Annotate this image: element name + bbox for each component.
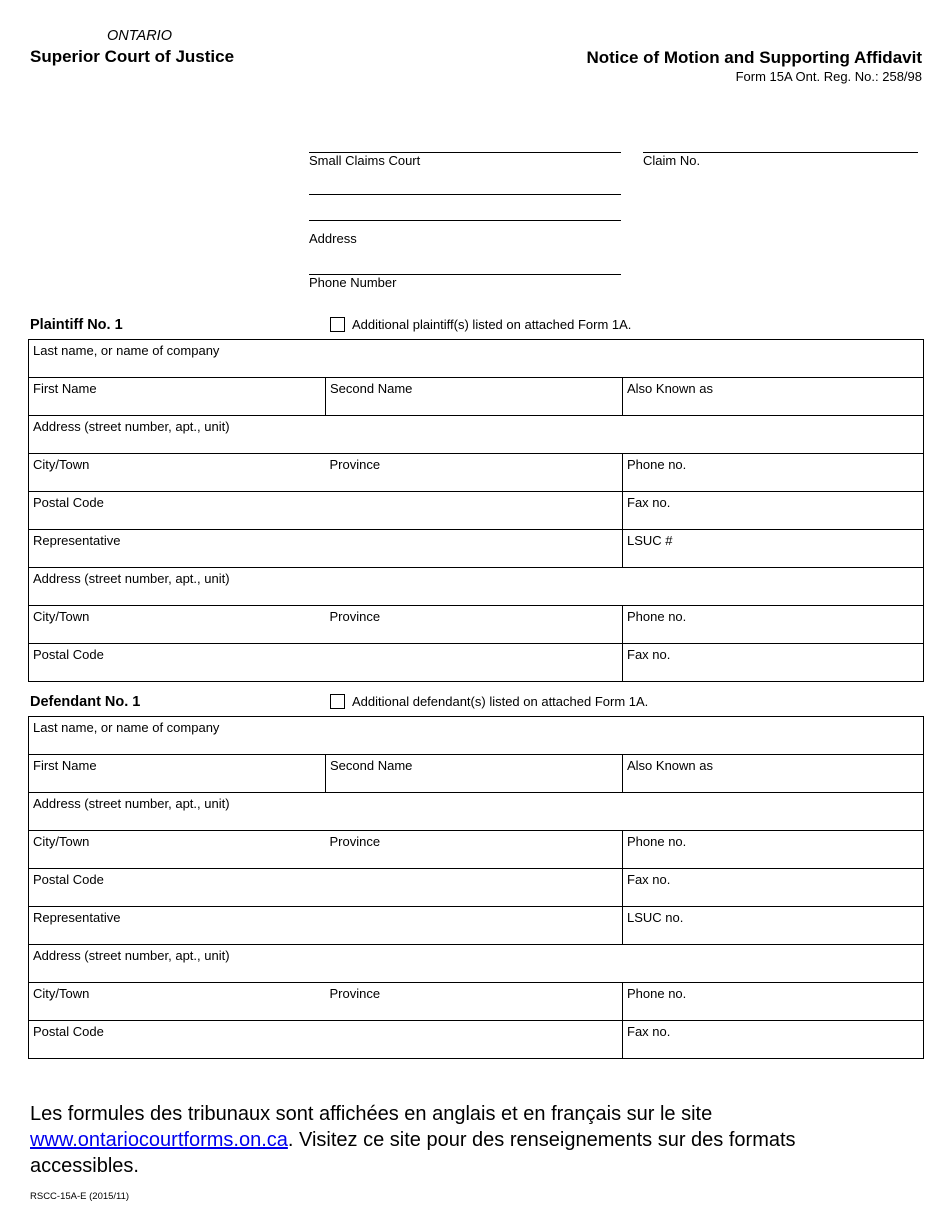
plaintiff-rep-city-field[interactable]	[29, 606, 326, 644]
plaintiff-first-name-field[interactable]	[29, 378, 326, 416]
field-label: City/Town	[33, 609, 90, 624]
defendant-first-name-field[interactable]	[29, 755, 326, 793]
defendant-additional-label: Additional defendant(s) listed on attached Form 1A.	[352, 694, 649, 709]
defendant-rep-postal-field[interactable]	[29, 1021, 623, 1059]
court-name: Superior Court of Justice	[30, 47, 235, 66]
plaintiff-address-field[interactable]	[29, 416, 924, 454]
field-label: City/Town	[33, 457, 90, 472]
table-row	[29, 1021, 924, 1059]
plaintiff-rep-province-field[interactable]	[326, 606, 623, 644]
defendant-last-name-field[interactable]	[29, 717, 924, 755]
table-row	[29, 983, 924, 1021]
table-row	[29, 869, 924, 907]
field-label: Postal Code	[33, 495, 104, 510]
field-label: Province	[329, 457, 381, 472]
defendant-phone-field[interactable]	[623, 831, 924, 869]
field-label: LSUC #	[627, 533, 673, 548]
defendant-additional-option	[330, 694, 648, 709]
table-row	[29, 644, 924, 682]
plaintiff-phone-field[interactable]	[623, 454, 924, 492]
table-row	[29, 454, 924, 492]
plaintiff-rep-postal-field[interactable]	[29, 644, 623, 682]
table-row	[29, 945, 924, 983]
plaintiff-last-name-field[interactable]	[29, 340, 924, 378]
plaintiff-second-name-field[interactable]	[326, 378, 623, 416]
form-code: RSCC-15A-E (2015/11)	[30, 1191, 130, 1202]
field-label: Postal Code	[33, 872, 104, 887]
field-label: Address (street number, apt., unit)	[33, 948, 230, 963]
table-row	[29, 340, 924, 378]
field-label: Fax no.	[627, 872, 671, 887]
table-row	[29, 755, 924, 793]
field-label: First Name	[33, 758, 97, 773]
plaintiff-fax-field[interactable]	[623, 492, 924, 530]
field-label: Postal Code	[33, 1024, 104, 1039]
field-label: City/Town	[33, 986, 90, 1001]
table-row	[29, 717, 924, 755]
defendant-second-name-field[interactable]	[326, 755, 623, 793]
field-label: Representative	[33, 910, 121, 925]
table-row	[29, 606, 924, 644]
field-label: Fax no.	[627, 1024, 671, 1039]
notice-text-before: Les formules des tribunaux sont affichées en anglais et en français sur le site	[30, 1103, 713, 1125]
plaintiff-postal-field[interactable]	[29, 492, 623, 530]
field-label: Address (street number, apt., unit)	[33, 571, 230, 586]
court-address-label: Address	[309, 231, 357, 246]
field-label: Province	[329, 609, 381, 624]
plaintiff-additional-checkbox[interactable]	[330, 317, 345, 332]
plaintiff-lsuc-field[interactable]	[623, 530, 924, 568]
field-label: Last name, or name of company	[33, 720, 220, 735]
field-label: Also Known as	[627, 381, 713, 396]
field-label: Representative	[33, 533, 121, 548]
defendant-fax-field[interactable]	[623, 869, 924, 907]
notice-text-after: . Visitez ce site pour des renseignements sur des formats accessibles.	[30, 1129, 796, 1177]
field-label: Fax no.	[627, 495, 671, 510]
table-row	[29, 416, 924, 454]
plaintiff-city-field[interactable]	[29, 454, 326, 492]
defendant-representative-field[interactable]	[29, 907, 623, 945]
table-row	[29, 831, 924, 869]
field-label: Phone no.	[627, 457, 687, 472]
province-label: ONTARIO	[107, 28, 172, 44]
form-number: Form 15A Ont. Reg. No.: 258/98	[735, 69, 922, 84]
defendant-table	[28, 716, 924, 1059]
defendant-title: Defendant No. 1	[30, 694, 141, 710]
plaintiff-also-known-field[interactable]	[623, 378, 924, 416]
plaintiff-rep-address-field[interactable]	[29, 568, 924, 606]
claim-no-label: Claim No.	[643, 153, 701, 168]
defendant-postal-field[interactable]	[29, 869, 623, 907]
table-row	[29, 492, 924, 530]
table-row	[29, 907, 924, 945]
field-label: Phone no.	[627, 834, 687, 849]
field-label: Also Known as	[627, 758, 713, 773]
plaintiff-rep-fax-field[interactable]	[623, 644, 924, 682]
plaintiff-representative-field[interactable]	[29, 530, 623, 568]
plaintiff-additional-option	[330, 317, 631, 332]
plaintiff-rep-phone-field[interactable]	[623, 606, 924, 644]
court-address-field-line2[interactable]	[309, 220, 621, 221]
court-address-field-line1[interactable]	[309, 194, 621, 195]
defendant-rep-city-field[interactable]	[29, 983, 326, 1021]
court-forms-link[interactable]: www.ontariocourtforms.on.ca	[30, 1129, 288, 1151]
plaintiff-table	[28, 339, 924, 682]
defendant-city-field[interactable]	[29, 831, 326, 869]
field-label: Address (street number, apt., unit)	[33, 796, 230, 811]
field-label: Phone no.	[627, 609, 687, 624]
defendant-lsuc-field[interactable]	[623, 907, 924, 945]
table-row	[29, 378, 924, 416]
table-row	[29, 530, 924, 568]
defendant-rep-phone-field[interactable]	[623, 983, 924, 1021]
field-label: Address (street number, apt., unit)	[33, 419, 230, 434]
defendant-also-known-field[interactable]	[623, 755, 924, 793]
defendant-rep-province-field[interactable]	[326, 983, 623, 1021]
field-label: Province	[329, 986, 381, 1001]
plaintiff-title: Plaintiff No. 1	[30, 317, 123, 333]
court-phone-label: Phone Number	[309, 275, 397, 290]
field-label: City/Town	[33, 834, 90, 849]
table-row	[29, 568, 924, 606]
field-label: Second Name	[330, 381, 413, 396]
plaintiff-province-field[interactable]	[326, 454, 623, 492]
plaintiff-additional-label: Additional plaintiff(s) listed on attached Form 1A.	[352, 317, 632, 332]
field-label: Fax no.	[627, 647, 671, 662]
language-notice	[30, 1101, 910, 1179]
field-label: LSUC no.	[627, 910, 684, 925]
field-label: Province	[329, 834, 381, 849]
field-label: Second Name	[330, 758, 413, 773]
small-claims-court-label: Small Claims Court	[309, 153, 421, 168]
defendant-additional-checkbox[interactable]	[330, 694, 345, 709]
table-row	[29, 793, 924, 831]
field-label: Last name, or name of company	[33, 343, 220, 358]
field-label: First Name	[33, 381, 97, 396]
defendant-address-field[interactable]	[29, 793, 924, 831]
defendant-rep-address-field[interactable]	[29, 945, 924, 983]
defendant-province-field[interactable]	[326, 831, 623, 869]
field-label: Postal Code	[33, 647, 104, 662]
defendant-rep-fax-field[interactable]	[623, 1021, 924, 1059]
field-label: Phone no.	[627, 986, 687, 1001]
form-title: Notice of Motion and Supporting Affidavit	[586, 48, 922, 67]
